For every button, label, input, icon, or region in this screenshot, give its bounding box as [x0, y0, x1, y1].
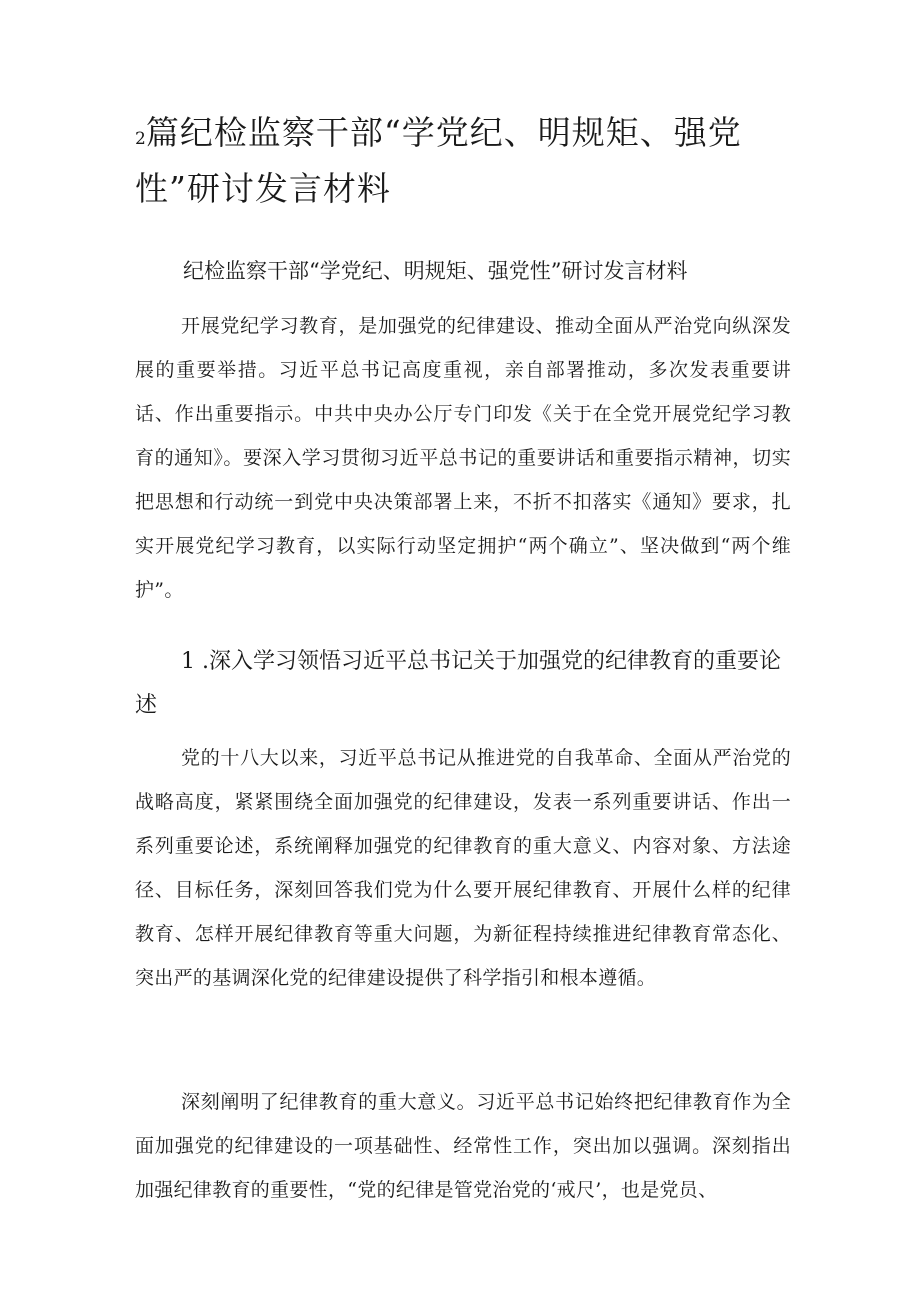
title-number: 2 [135, 129, 146, 149]
paragraph-intro: 开展党纪学习教育，是加强党的纪律建设、推动全面从严治党向纵深发展的重要举措。习近平总书记高度重视，亲自部署推动，多次发表重要讲话、作出重要指示。中共中央办公厅专门印发《关于在全党开展党纪学习教育的通知》。要深入学习贯彻习近平总书记的重要讲话和重要指示精神，切实把思想和行动统一到党中央决策部署上来，不折不扣落实《通知》要求，扎实开展党纪学习教育，以实际行动坚定拥护“两个确立”、坚决做到“两个维护”。 [135, 315, 791, 601]
title-text: 篇纪检监察干部“学党纪、明规矩、强党性”研讨发言材料 [135, 113, 742, 208]
document-title [135, 108, 815, 214]
section-heading-1: 1 .深入学习领悟习近平总书记关于加强党的纪律教育的重要论述 [135, 649, 781, 718]
paragraph-significance: 深刻阐明了纪律教育的重大意义。习近平总书记始终把纪律教育作为全面加强党的纪律建设的一项基础性、经常性工作，突出加以强调。深刻指出加强纪律教育的重要性，“党的纪律是管党治党的‘戒尺’，也是党员、 [135, 1091, 791, 1201]
document-subtitle: 纪检监察干部“学党纪、明规矩、强党性”研讨发言材料 [183, 259, 688, 283]
paragraph-section-1: 党的十八大以来，习近平总书记从推进党的自我革命、全面从严治党的战略高度，紧紧围绕全面加强党的纪律建设，发表一系列重要讲话、作出一系列重要论述，系统阐释加强党的纪律教育的重大意义、内容对象、方法途径、目标任务，深刻回答我们党为什么要开展纪律教育、开展什么样的纪律教育、怎样开展纪律教育等重大问题，为新征程持续推进纪律教育常态化、突出严的基调深化党的纪律建设提供了科学指引和根本遵循。 [135, 747, 791, 989]
